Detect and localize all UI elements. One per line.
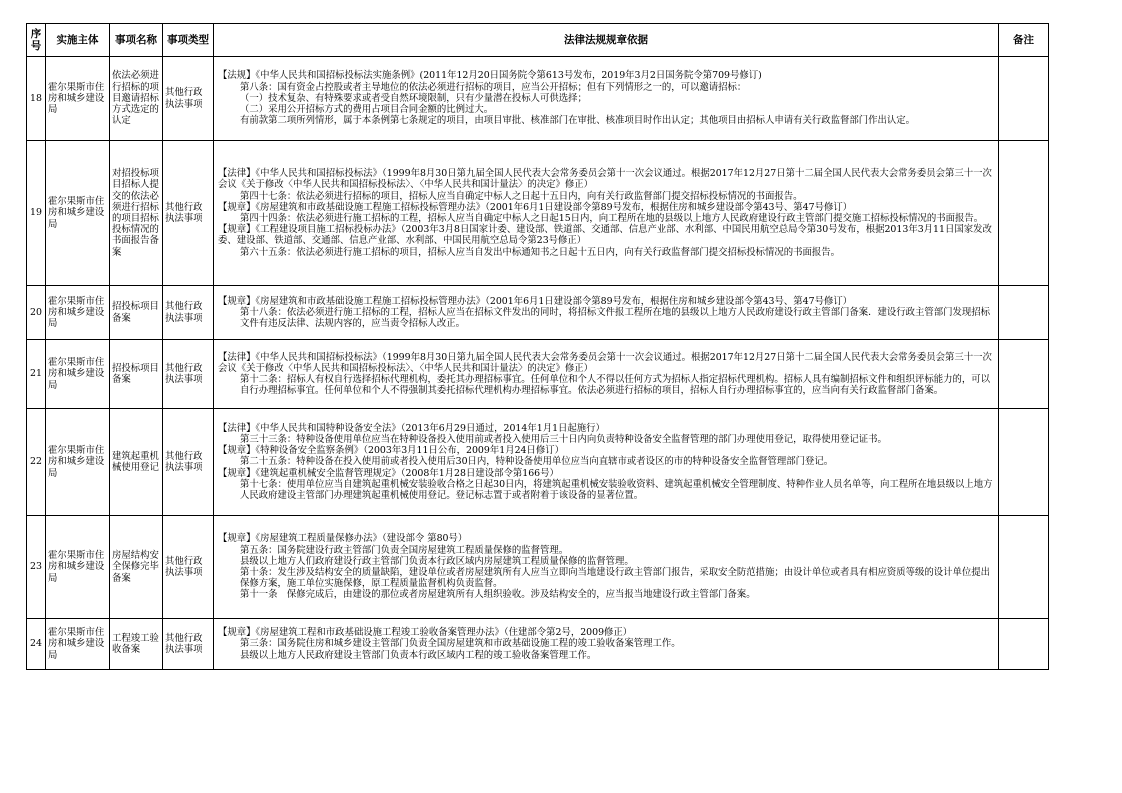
- legal-article: 第四十七条：依法必须进行招标的项目，招标人应当自确定中标人之日起十五日内，向有关行政监督部门提交招标投标情况的书面报告。: [240, 190, 803, 202]
- legal-source: 【法律】《中华人民共和国特种设备安全法》（2013年6月29日通过，2014年1月1日起施行）: [218, 422, 605, 434]
- legal-article: 第十条：发生涉及结构安全的质量缺陷，建设单位或者房屋建筑所有人应当立即向当地建设行政主管部门报告，采取安全防范措施；由设计单位或者具有相应资质等级的设计单位提出保修方案，施工单位实施保修，原工程质量监督机构负责监督。: [240, 567, 991, 590]
- row-legal-basis: [214, 340, 999, 409]
- row-remark: [999, 141, 1049, 286]
- row-item-name: 房屋结构安全保修完毕备案: [110, 516, 163, 619]
- row-subject: 霍尔果斯市住房和城乡建设局: [46, 409, 110, 516]
- table-row: [27, 286, 1049, 340]
- row-item-name: 建筑起重机械使用登记: [110, 409, 163, 516]
- header-type: 事项类型: [163, 24, 214, 57]
- legal-article: 第六十五条：依法必须进行施工招标的项目，招标人应当自发出中标通知书之日起十五日内，向有关行政监督部门提交招标投标情况的书面报告。: [240, 246, 841, 258]
- row-item-name: 招投标项目备案: [110, 340, 163, 409]
- row-item-type: 其他行政执法事项: [163, 516, 214, 619]
- legal-article: 第三十三条：特种设备使用单位应当在特种设备投入使用前或者投入使用后三十日内向负责特种设备安全监督管理的部门办理使用登记，取得使用登记证书。: [240, 433, 887, 445]
- row-seq: 22: [27, 409, 46, 516]
- row-legal-basis: [214, 516, 999, 619]
- row-subject: 霍尔果斯市住房和城乡建设局: [46, 286, 110, 340]
- row-seq: 24: [27, 619, 46, 670]
- legal-source: 【规章】《房屋建筑和市政基础设施工程施工招标投标管理办法》（2001年6月1日建设部令第89号发布，根据住房和城乡建设部令第43号、第47号修订）: [218, 201, 853, 213]
- regulation-table: [26, 23, 1049, 670]
- header-seq: 序号: [27, 24, 46, 57]
- row-item-type: 其他行政执法事项: [163, 57, 214, 141]
- row-legal-basis: [214, 141, 999, 286]
- legal-article: 县级以上地方人们政府建设行政主管部门负责本行政区域内房屋建筑工程质量保修的监督管理。: [240, 555, 634, 567]
- legal-article: 第十七条：使用单位应当自建筑起重机械安装验收合格之日起30日内，将建筑起重机械安装验收资料、建筑起重机械安全管理制度、特种作业人员名单等，向工程所在地县级以上地方人民政府建设主管部门办理建筑起重机械使用登记。登记标志置于或者附着于该设备的显著位置。: [240, 478, 993, 501]
- legal-source: 【规章】《工程建设项目施工招标投标办法》（2003年3月8日国家计委、建设部、铁道部、交通部、信息产业部、水利部、中国民用航空总局令第30号发布，根据2013年3月11日国家发改委、建设部、铁道部、交通部、信息产业部、水利部、中国民用航空总局令第23号修正）: [218, 224, 992, 247]
- legal-article: 第四十四条：依法必须进行施工招标的工程，招标人应当自确定中标人之日起15日内，向工程所在地的县级以上地方人民政府建设行政主管部门提交施工招标投标情况的书面报告。: [240, 213, 984, 224]
- row-legal-basis: [214, 409, 999, 516]
- row-remark: [999, 619, 1049, 670]
- table-row: [27, 141, 1049, 286]
- legal-source: 【法规】《中华人民共和国招标投标法实施条例》(2011年12月20日国务院令第613号发布，2019年3月2日国务院令第709号修订): [218, 70, 762, 82]
- row-remark: [999, 340, 1049, 409]
- legal-article: （二）采用公开招标方式的费用占项目合同金额的比例过大。: [240, 104, 494, 116]
- row-seq: 21: [27, 340, 46, 409]
- row-subject: 霍尔果斯市住房和城乡建设局: [46, 619, 110, 670]
- row-subject: 霍尔果斯市住房和城乡建设局: [46, 141, 110, 286]
- table-row: [27, 516, 1049, 619]
- legal-article: 第二十五条：特种设备在投入使用前或者投入使用后30日内，特种设备使用单位应当向直辖市或者设区的市的特种设备安全监督管理部门登记。: [240, 456, 834, 468]
- legal-article: 县级以上地方人民政府建设主管部门负责本行政区域内工程的竣工验收备案管理工作。: [240, 649, 597, 661]
- row-remark: [999, 516, 1049, 619]
- header-basis: 法律法规规章依据: [214, 24, 999, 57]
- legal-article: 第十八条：依法必须进行施工招标的工程，招标人应当在招标文件发出的同时，将招标文件报工程所在地的县级以上地方人民政府建设行政主管部门备案．建设行政主管部门发现招标文件有违反法律、法规内容的，应当责令招标人改正。: [240, 306, 991, 330]
- row-seq: 18: [27, 57, 46, 141]
- row-item-type: 其他行政执法事项: [163, 340, 214, 409]
- table-row: [27, 409, 1049, 516]
- table-row: [27, 619, 1049, 670]
- legal-source: 【规章】《房屋建筑工程质量保修办法》（建设部令 第80号）: [218, 533, 468, 545]
- row-item-name: 依法必须进行招标的项目邀请招标方式选定的认定: [110, 57, 163, 141]
- legal-source: 【规章】《房屋建筑工程和市政基础设施工程竣工验收备案管理办法》（住建部令第2号，2009修正）: [218, 627, 633, 639]
- legal-source: 【规章】《特种设备安全监察条例》（2003年3月11日公布，2009年1月24日修订）: [218, 445, 564, 457]
- legal-article: 有前款第二项所列情形，属于本条例第七条规定的项目，由项目审批、核准部门在审批、核准项目时作出认定；其他项目由招标人申请有关行政监督部门作出认定。: [240, 115, 916, 127]
- row-item-name: 对招投标项目招标人提交的依法必须进行招标的项目招标投标情况的书面报告备案: [110, 141, 163, 286]
- table-row: [27, 57, 1049, 141]
- legal-article: 第十一条 保修完成后，由建设的那位或者房屋建筑所有人组织验收。涉及结构安全的，应当报当地建设行政主管部门备案。: [240, 589, 756, 601]
- legal-article: 第十二条：招标人有权自行选择招标代理机构，委托其办理招标事宜。任何单位和个人不得以任何方式为招标人指定招标代理机构。招标人具有编制招标文件和组织评标能力的，可以自行办理招标事宜。任何单位和个人不得强制其委托招标代理机构办理招标事宜。依法必须进行招标的项目，招标人自行办理招标事宜的，应当向有关行政监督部门备案。: [240, 374, 991, 397]
- row-item-type: 其他行政执法事项: [163, 286, 214, 340]
- row-seq: 23: [27, 516, 46, 619]
- legal-source: 【法律】《中华人民共和国招标投标法》（1999年8月30日第九届全国人民代表大会常务委员会第十一次会议通过。根据2017年12月27日第十二届全国人民代表大会常务委员会第三十一次会议《关于修改〈中华人民共和国招标投标法〉、〈中华人民共和国计量法〉的决定》修正）: [218, 168, 992, 191]
- legal-source: 【法律】《中华人民共和国招标投标法》（1999年8月30日第九届全国人民代表大会常务委员会第十一次会议通过。根据2017年12月27日第十二届全国人民代表大会常务委员会第三十一次会议《关于修改〈中华人民共和国招标投标法〉、〈中华人民共和国计量法〉的决定》修正）: [218, 351, 992, 374]
- legal-article: 第五条：国务院建设行政主管部门负责全国房屋建筑工程质量保修的监督管理。: [240, 544, 569, 556]
- legal-article: （一）技术复杂、有特殊要求或者受自然环境限制，只有少量潜在投标人可供选择；: [240, 92, 587, 104]
- legal-article: 第三条：国务院住房和城乡建设主管部门负责全国房屋建筑和市政基础设施工程的竣工验收备案管理工作。: [240, 638, 681, 650]
- legal-source: 【规章】《建筑起重机械安全监督管理规定》（2008年1月28日建设部令第166号）: [218, 467, 559, 479]
- row-legal-basis: [214, 57, 999, 141]
- header-name: 事项名称: [110, 24, 163, 57]
- row-subject: 霍尔果斯市住房和城乡建设局: [46, 340, 110, 409]
- row-item-type: 其他行政执法事项: [163, 409, 214, 516]
- row-subject: 霍尔果斯市住房和城乡建设局: [46, 57, 110, 141]
- row-seq: 20: [27, 286, 46, 340]
- row-legal-basis: [214, 286, 999, 340]
- row-subject: 霍尔果斯市住房和城乡建设局: [46, 516, 110, 619]
- row-legal-basis: [214, 619, 999, 670]
- row-item-name: 工程竣工验收备案: [110, 619, 163, 670]
- legal-source: 【规章】《房屋建筑和市政基础设施工程施工招标投标管理办法》（2001年6月1日建设部令第89号发布，根据住房和城乡建设部令第43号、第47号修订）: [218, 295, 853, 307]
- table-row: [27, 340, 1049, 409]
- header-remark: 备注: [999, 24, 1049, 57]
- row-remark: [999, 57, 1049, 141]
- row-item-type: 其他行政执法事项: [163, 619, 214, 670]
- header-subject: 实施主体: [46, 24, 110, 57]
- row-seq: 19: [27, 141, 46, 286]
- table-body: [27, 57, 1049, 670]
- row-item-type: 其他行政执法事项: [163, 141, 214, 286]
- row-remark: [999, 409, 1049, 516]
- header-row: [27, 24, 1049, 57]
- row-item-name: 招投标项目备案: [110, 286, 163, 340]
- legal-article: 第八条：国有资金占控股或者主导地位的依法必须进行招标的项目，应当公开招标；但有下列情形之一的，可以邀请招标：: [240, 81, 747, 93]
- row-remark: [999, 286, 1049, 340]
